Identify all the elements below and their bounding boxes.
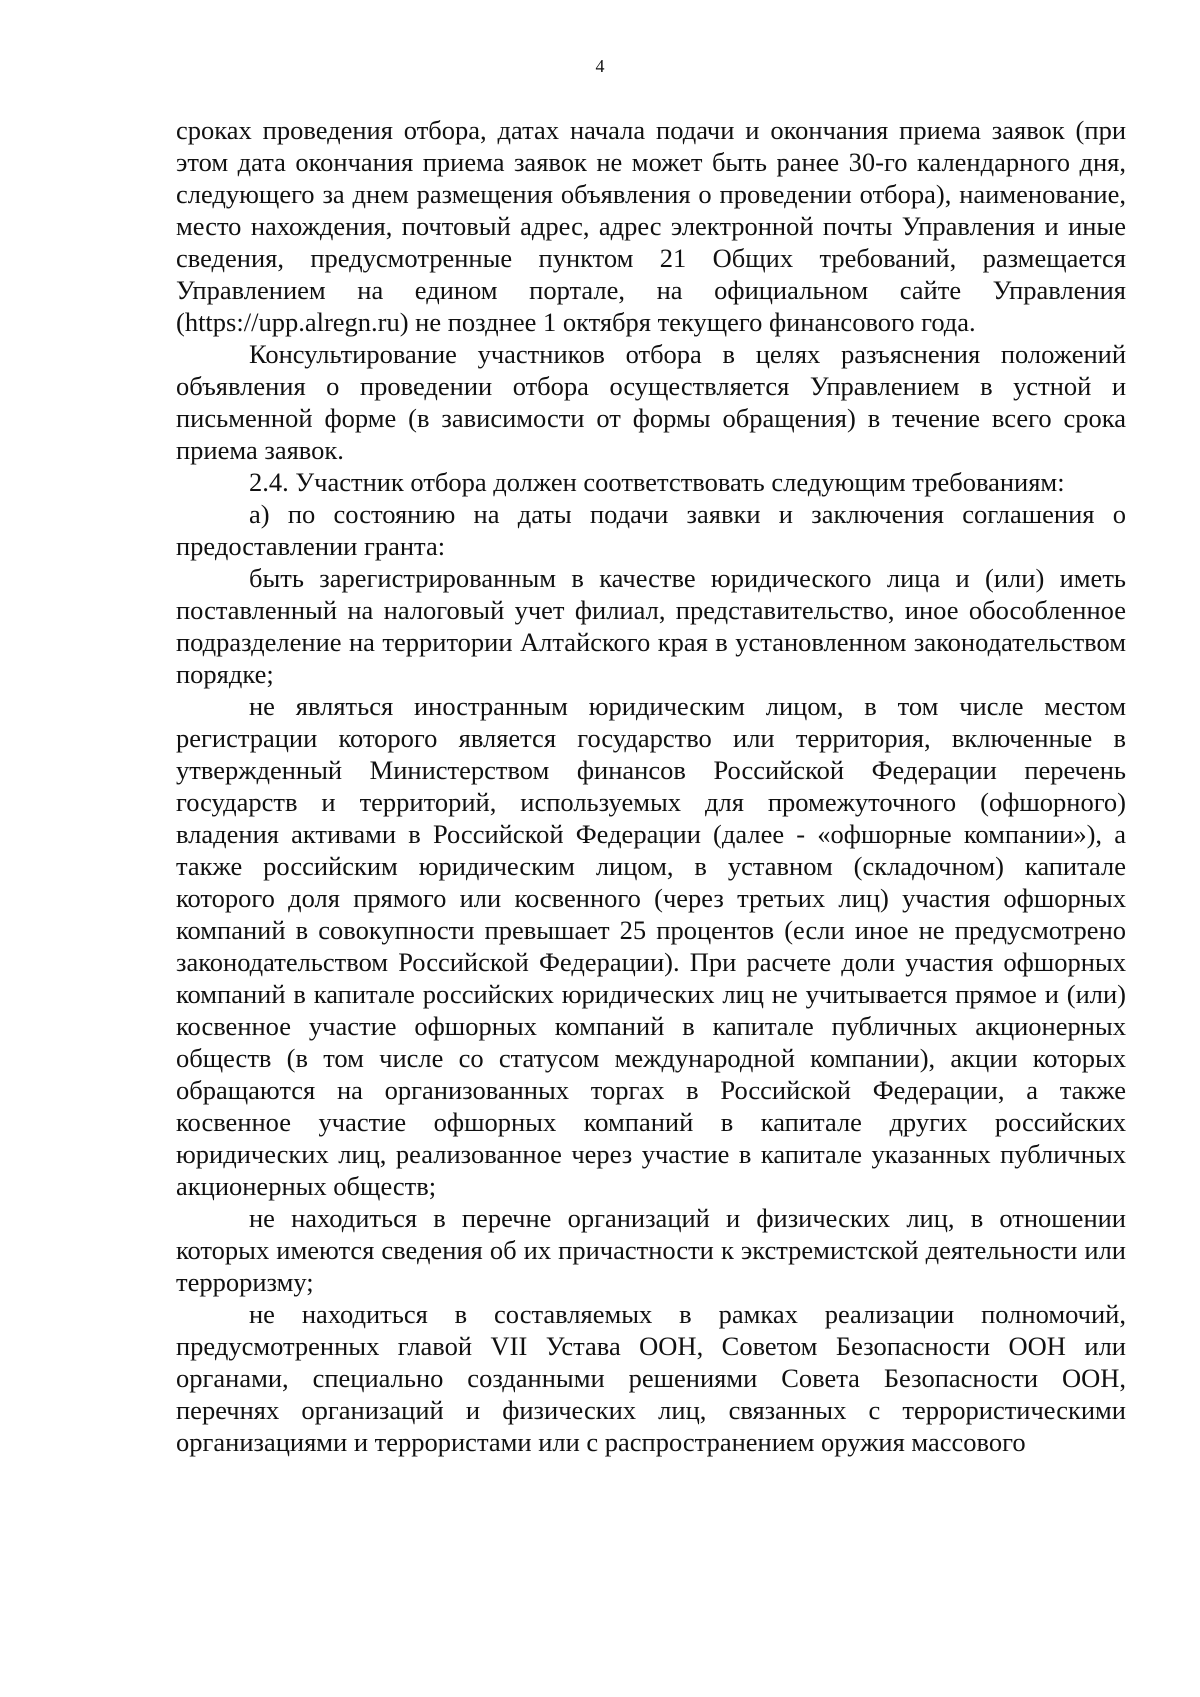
paragraph-un-lists: не находиться в составляемых в рамках реализации полномочий, предусмотренных главой VII Устава ООН, Советом Безопасности ООН или органами, специально созданными решениями Совета Безопасности ООН, перечнях организаций и физических лиц, связанных с террористическими организациями и террористами или с распространением оружия массового <box>176 1299 1126 1457</box>
page-number: 4 <box>595 56 605 76</box>
paragraph-subitem-a: а) по состоянию на даты подачи заявки и заключения соглашения о предоставлении гранта: <box>176 499 1126 561</box>
paragraph-registration: быть зарегистрированным в качестве юридического лица и (или) иметь поставленный на налоговый учет филиал, представительство, иное обособленное подразделение на территории Алтайского края в установленном законодательством порядке; <box>176 563 1126 689</box>
paragraph-2-4-requirements: 2.4. Участник отбора должен соответствовать следующим требованиям: <box>249 467 1065 497</box>
paragraph-consulting: Консультирование участников отбора в целях разъяснения положений объявления о проведении отбора осуществляется Управлением в устной и письменной форме (в зависимости от формы обращения) в течение всего срока приема заявок. <box>176 339 1126 465</box>
paragraph-announcement-continuation: сроках проведения отбора, датах начала подачи и окончания приема заявок (при этом дата окончания приема заявок не может быть ранее 30-го календарного дня, следующего за днем размещения объявления о проведении отбора), наименование, место нахождения, почтовый адрес, адрес электронной почты Управления и иные сведения, предусмотренные пунктом 21 Общих требований, размещается Управлением на едином портале, на официальном сайте Управления (https://upp.alregn.ru) не позднее 1 октября текущего финансового года. <box>176 115 1126 337</box>
document-body <box>176 114 1126 1458</box>
paragraph-extremism-list: не находиться в перечне организаций и физических лиц, в отношении которых имеются сведения об их причастности к экстремистской деятельности или терроризму; <box>176 1203 1126 1297</box>
paragraph-offshore: не являться иностранным юридическим лицом, в том числе местом регистрации которого является государство или территория, включенные в утвержденный Министерством финансов Российской Федерации перечень государств и территорий, используемых для промежуточного (офшорного) владения активами в Российской Федерации (далее - «офшорные компании»), а также российским юридическим лицом, в уставном (складочном) капитале которого доля прямого или косвенного (через третьих лиц) участия офшорных компаний в совокупности превышает 25 процентов (если иное не предусмотрено законодательством Российской Федерации). При расчете доли участия офшорных компаний в капитале российских юридических лиц не учитывается прямое и (или) косвенное участие офшорных компаний в капитале публичных акционерных обществ (в том числе со статусом международной компании), акции которых обращаются на организованных торгах в Российской Федерации, а также косвенное участие офшорных компаний в капитале других российских юридических лиц, реализованное через участие в капитале указанных публичных акционерных обществ; <box>176 691 1126 1201</box>
